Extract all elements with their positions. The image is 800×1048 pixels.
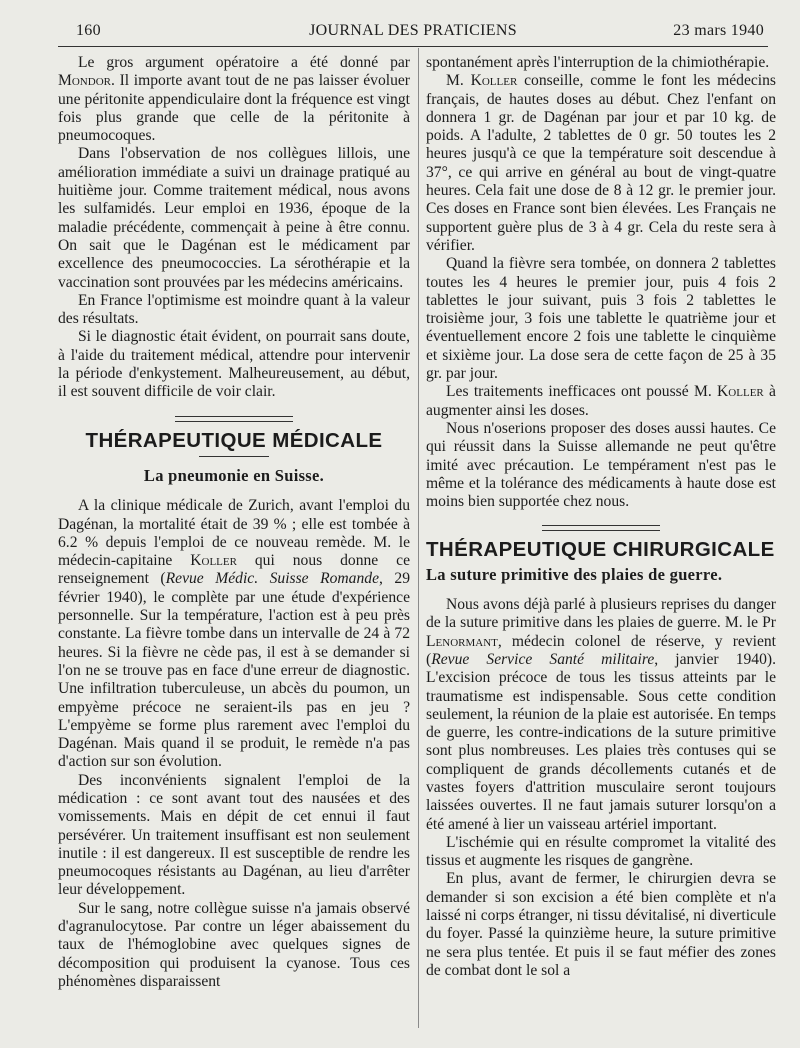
column-divider (418, 48, 419, 1028)
right-column (426, 54, 776, 980)
section-title-chirurgicale: THÉRAPEUTIQUE CHIRURGICALE (426, 538, 775, 562)
paragraph: M. Koller conseille, comme le font les médecins français, de hautes doses au début. Chez l'enfant on donnera 1 gr. de Dagénan par jour et par 10 kg. de poids. A l'adulte, 2 tablettes de 0 gr. 50 toutes les 2 heures jusqu'à ce que la température soit descendue à 37°, ce qui arrive en général au bout de vingt-quatre heures. Cela fait une dose de 8 à 12 gr. le premier jour. Ces doses en France sont bien élevées. Les Français ne supportent guère plus de 3 à 4 gr. Cela du reste sera à vérifier. (426, 72, 776, 254)
section-separator (175, 416, 293, 422)
author-name: Koller (717, 383, 764, 401)
journal-title: JOURNAL DES PRATICIENS (309, 22, 517, 39)
author-name: Mondor (58, 72, 111, 90)
section-separator (542, 525, 660, 531)
article-subtitle: La suture primitive des plaies de guerre. (426, 564, 723, 584)
running-header (58, 18, 768, 47)
paragraph: Quand la fièvre sera tombée, on donnera 2 tablettes toutes les 4 heures le premier jour, puis 4 fois 2 tablettes le jour suivant, puis 3 fois 2 tablettes le troisième jour, 3 fois une tablette le quatrième jour et éventuellement encore 2 fois une tablette le cinquième et sixième jour. La dose sera de cette façon de 25 à 35 gr. par jour. (426, 255, 776, 383)
journal-citation: Revue Médic. Suisse Romande (165, 570, 379, 588)
journal-citation: Revue Service Santé militaire (431, 650, 655, 668)
paragraph: Nous n'oserions proposer des doses aussi hautes. Ce qui réussit dans la Suisse allemande ne peut qu'être imité avec précaution. Le tempérament n'est pas le même et la tolérance des médicaments à haute dose est moins bien supportée chez nous. (426, 419, 776, 511)
paragraph: L'ischémie qui en résulte compromet la vitalité des tissus et augmente les risques de gangrène. (426, 833, 776, 870)
section-title-medicale: THÉRAPEUTIQUE MÉDICALE (85, 428, 383, 452)
article-subtitle: La pneumonie en Suisse. (143, 465, 325, 485)
paragraph: spontanément après l'interruption de la chimiothérapie. (426, 54, 770, 71)
title-rule (199, 456, 269, 457)
paragraph: Sur le sang, notre collègue suisse n'a jamais observé d'agranulocytose. Par contre un léger abaissement du taux de l'hémoglobine avec quelques signes de décomposition qui produisent la cyanose. Tous ces phénomènes disparaissent (58, 899, 410, 990)
issue-date: 23 mars 1940 (673, 22, 764, 39)
paragraph: En France l'optimisme est moindre quant à la valeur des résultats. (58, 291, 410, 328)
paragraph: Les traitements inefficaces ont poussé M. Koller à augmenter ainsi les doses. (426, 383, 776, 419)
paragraph: Si le diagnostic était évident, on pourrait sans doute, à l'aide du traitement médical, attendre pour intervenir la période d'enkystement. Malheureusement, au début, il est souvent difficile de voir clair. (58, 328, 410, 401)
author-name: Koller (190, 552, 237, 570)
page-number: 160 (76, 22, 101, 39)
paragraph: Le gros argument opératoire a été donné par Mondor. Il importe avant tout de ne pas laisser évoluer une péritonite appendiculaire dont la fréquence est vingt fois plus grande que celle de la péritonite à pneumocoques. (58, 54, 410, 145)
paragraph: En plus, avant de fermer, le chirurgien devra se demander si son excision a été bien complète et n'a laissé ni corps étranger, ni tissu dévitalisé, ni diverticule du foyer. Passé la quinzième heure, la suture primitive ne sera plus tentée. Et puis il se faut méfier des zones de combat dont le sol a (426, 870, 776, 979)
author-name: Lenormant (426, 632, 498, 650)
paragraph: Des inconvénients signalent l'emploi de la médication : ce sont avant tout des nausées et des vomissements. Mais en dépit de cet ennui il faut persévérer. Un traitement insuffisant est non seulement inutile : il est dangereux. Il est susceptible de rendre les pneumocoques résistants au Dagénan, au lieu d'arrêter leur développement. (58, 771, 410, 899)
paragraph: Nous avons déjà parlé à plusieurs reprises du danger de la suture primitive dans les plaies de guerre. M. le Pr Lenormant, médecin colonel de réserve, y revient (Revue Service Santé militaire, janvier 1940). L'excision précoce de tous les tissus atteints par le traumatisme est indispensable. Sous cette condition seulement, la réunion de la plaie est autorisée. En temps de guerre, les contre-indications de la suture primitive sont plus nombreuses. Les plaies très contuses qui se compliquent de grands décollements cutanés et de vastes foyers d'attrition musculaire seront toujours laissées ouvertes. Il ne faut jamais suturer lorsqu'on a été amené à lier un vaisseau artériel important. (426, 596, 776, 833)
left-column (58, 54, 410, 991)
paragraph: A la clinique médicale de Zurich, avant l'emploi du Dagénan, la mortalité était de 39 % ; elle est tombée à 6.2 % depuis l'emploi de ce nouveau remède. M. le médecin-capitaine Koller qui nous donne ce renseignement (Revue Médic. Suisse Romande, 29 février 1940), le complète par une étude d'expérience personnelle. Sur la température, l'action est à peu près constante. La fièvre tombe dans un intervalle de 24 à 72 heures. Si la fièvre ne cède pas, il est à se demander si l'on ne se trouve pas en face d'une erreur de diagnostic. Une infiltration tuberculeuse, un abcès du poumon, un empyème précoce ne seraient-ils pas en jeu ? L'empyème se forme plus rarement avec l'emploi du Dagénan. Mais quand il se produit, le remède n'a pas d'action sur son évolution. (58, 497, 411, 771)
author-name: Koller (470, 72, 518, 90)
paragraph: Dans l'observation de nos collègues lillois, une amélioration immédiate a suivi un drainage pratiqué au huitième jour. Comme traitement médical, nous avons les sulfamidés. Leur emploi en 1936, époque de la maladie précédente, commençait à peine à être connu. On sait que le Dagénan est le médicament par excellence des pneumococcies. La sérothérapie et la vaccination sont prouvées par les médecins américains. (58, 145, 410, 291)
